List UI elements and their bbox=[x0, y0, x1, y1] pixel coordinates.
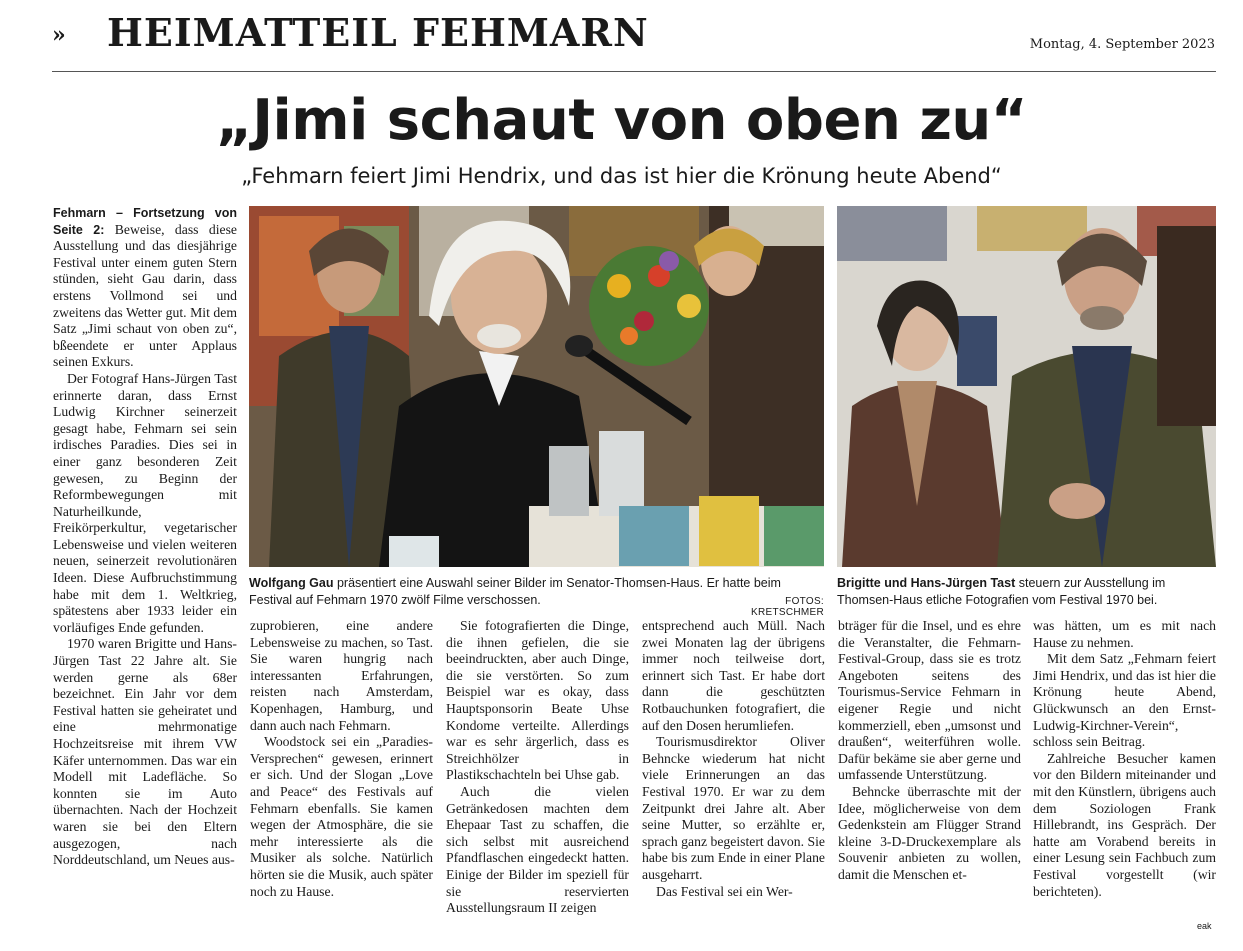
article-column-3 bbox=[446, 618, 629, 917]
article-paragraph: Fehmarn – Fortsetzung von Seite 2: Beweise, dass diese Ausstellung und das diesjährige Festival unter einem guten Stern stünden, sieht Gau darin, dass erstens Vollmond sei und zweitens das Wetter gut. Mit dem Satz „Jimi schaut von oben zu“, bßeendete er unter Applaus seinen Exkurs. bbox=[53, 206, 237, 370]
caption-photo-2 bbox=[837, 575, 1216, 609]
section-title: HEIMATTEIL FEHMARN bbox=[107, 10, 649, 55]
photo-wolfgang-gau bbox=[249, 206, 824, 567]
issue-date: Montag, 4. September 2023 bbox=[1029, 37, 1215, 52]
article-paragraph: Woodstock sei ein „Paradies-Versprechen“ gewesen, erinnert er sich. Und der Slogan „Love and Peace“ des Festivals auf Fehmarn ebenfalls. Sie kamen wegen der Atmosphäre, die sie mehr interessierte als die Musiker als solche. Natürlich hörten sie die Musik, auch später noch zu Hause. bbox=[250, 734, 433, 899]
article-paragraph: Sie fotografierten die Dinge, die ihnen gefielen, die sie beeindruckten, aber auch Dinge, die sie verstörten. So zum Beispiel war es okay, dass Hauptsponsorin Beate Uhse Kondome verteilte. Allerdings war es sehr ärgerlich, dass es Streichhölzer in Plastikschachteln bei Uhse gab. bbox=[446, 618, 629, 783]
article-paragraph: 1970 waren Brigitte und Hans-Jürgen Tast 22 Jahre alt. Sie werden gerne als 68er bezeichnet. Ein Jahr vor dem Festival hatten sie geheiratet und eine mehrmonatige Hochzeitsreise mit ihrem VW Käfer unternommen. Das war ein Modell mit Ladefläche. So konnten sie im Auto übernachten. Nach der Hochzeit waren sie bei den Eltern ausgezogen, nach Norddeutschland, um Neues aus- bbox=[53, 636, 237, 868]
article-paragraph: bträger für die Insel, und es ehre die Veranstalter, die Fehmarn-Festival-Group, dass sie es trotz Angeboten seitens des Tourismus-Service Fehmarn in eigener Regie und nicht kommerziell, eben „umsonst und draußen“, weiterführen wolle. Dafür bekäme sie aber gerne und umfassende Unterstützung. bbox=[838, 618, 1021, 783]
article-column-2 bbox=[250, 618, 433, 900]
headline: „Jimi schaut von oben zu“ bbox=[215, 88, 1028, 153]
article-paragraph: Der Fotograf Hans-Jürgen Tast erinnerte daran, dass Ernst Ludwig Kirchner seinerzeit gesagt habe, Fehmarn sei sein irdisches Paradies. Dies sei in einer ganz besonderen Zeit gewesen, zu Beginn der Reformbewegungen mit Naturheilkunde, Freikörperkultur, vegetarischer Lebensweise und vielen weiteren neuen, seinerzeit revolutionären Ideen. Diese Aufbruchstimmung habe mit dem 1. Weltkrieg, spätestens aber 1933 leider ein vorläufiges Ende gefunden. bbox=[53, 370, 237, 635]
photo-brigitte-hans-juergen-tast bbox=[837, 206, 1216, 567]
article-column-5 bbox=[838, 618, 1021, 884]
article-paragraph: zuprobieren, eine andere Lebensweise zu machen, so Tast. Sie waren hungrig nach interessanten Erfahrungen, reisten nach Amsterdam, Kopenhagen, Hamburg, und dann auch nach Fehmarn. bbox=[250, 618, 433, 733]
author-signature: eak bbox=[1197, 921, 1212, 931]
article-column-4 bbox=[642, 618, 825, 900]
article-column-1 bbox=[53, 205, 237, 869]
article-paragraph: entsprechend auch Müll. Nach zwei Monaten lag der übrigens immer noch teilweise dort, erinnert sich Tast. Er habe dort dann die geschützten Rotbauchunken fotografiert, die auf den Dosen herumliefen. bbox=[642, 618, 825, 733]
article-paragraph: Das Festival sei ein Wer- bbox=[656, 883, 793, 899]
article-column-6 bbox=[1033, 618, 1216, 900]
article-paragraph: Zahlreiche Besucher kamen vor den Bildern miteinander und mit den Künstlern, übrigens auch dem Soziologen Frank Hillebrandt, ins Gespräch. Der hatte am Vorabend bereits in einer Lesung sein Fachbuch zum Festival vorgestellt (wir berichteten). bbox=[1033, 750, 1216, 899]
article-paragraph: was hätten, um es mit nach Hause zu nehmen. bbox=[1033, 618, 1216, 650]
caption-1-text: präsentiert eine Auswahl seiner Bilder im Senator-Thomsen-Haus. Er hatte beim Festival auf Fehmarn 1970 zwölf Filme verschossen. bbox=[249, 576, 781, 607]
article-paragraph: Behncke überraschte mit der Idee, möglicherweise von dem Gedenkstein am Flügger Strand kleine 3-D-Druckexemplare als Souvenir anbieten zu wollen, damit die Menschen et- bbox=[838, 783, 1021, 882]
header-rule bbox=[52, 71, 1216, 72]
subheadline: „Fehmarn feiert Jimi Hendrix, und das ist hier die Krönung heute Abend“ bbox=[241, 164, 1002, 188]
article-paragraph: Mit dem Satz „Fehmarn feiert Jimi Hendrix, und das ist hier die Krönung heute Abend, Glückwunsch an den Ernst-Ludwig-Kirchner-Verein“, schloss sein Beitrag. bbox=[1033, 651, 1216, 750]
article-paragraph: Tourismusdirektor Oliver Behncke wiederum hat nicht viele Erinnerungen an das Festival 1970. Er war zu dem Zeitpunkt drei Jahre alt. Aber seine Mutter, so erzählte er, sprach ganz begeistert davon. Sie habe bis zum Ende in einer Plane ausgeharrt. bbox=[642, 734, 825, 882]
article-paragraph: Auch die vielen Getränkedosen machten dem Ehepaar Tast zu schaffen, die sich selbst mit ausreichend Pfandflaschen eingedeckt hatten. Einige der Bilder im speziell für sie reservierten Ausstellungsraum II zeigen bbox=[446, 783, 629, 916]
section-arrow: » bbox=[52, 22, 66, 48]
caption-2-text: steuern zur Ausstellung im Thomsen-Haus etliche Fotografien vom Festival 1970 bei. bbox=[837, 576, 1166, 607]
caption-1-name: Wolfgang Gau bbox=[249, 576, 334, 590]
article-lead: Fehmarn – Fortsetzung von Seite 2: bbox=[53, 206, 237, 237]
caption-2-name: Brigitte und Hans-Jürgen Tast bbox=[837, 576, 1016, 590]
photo-credit: FOTOS: KRETSCHMER bbox=[750, 596, 824, 618]
